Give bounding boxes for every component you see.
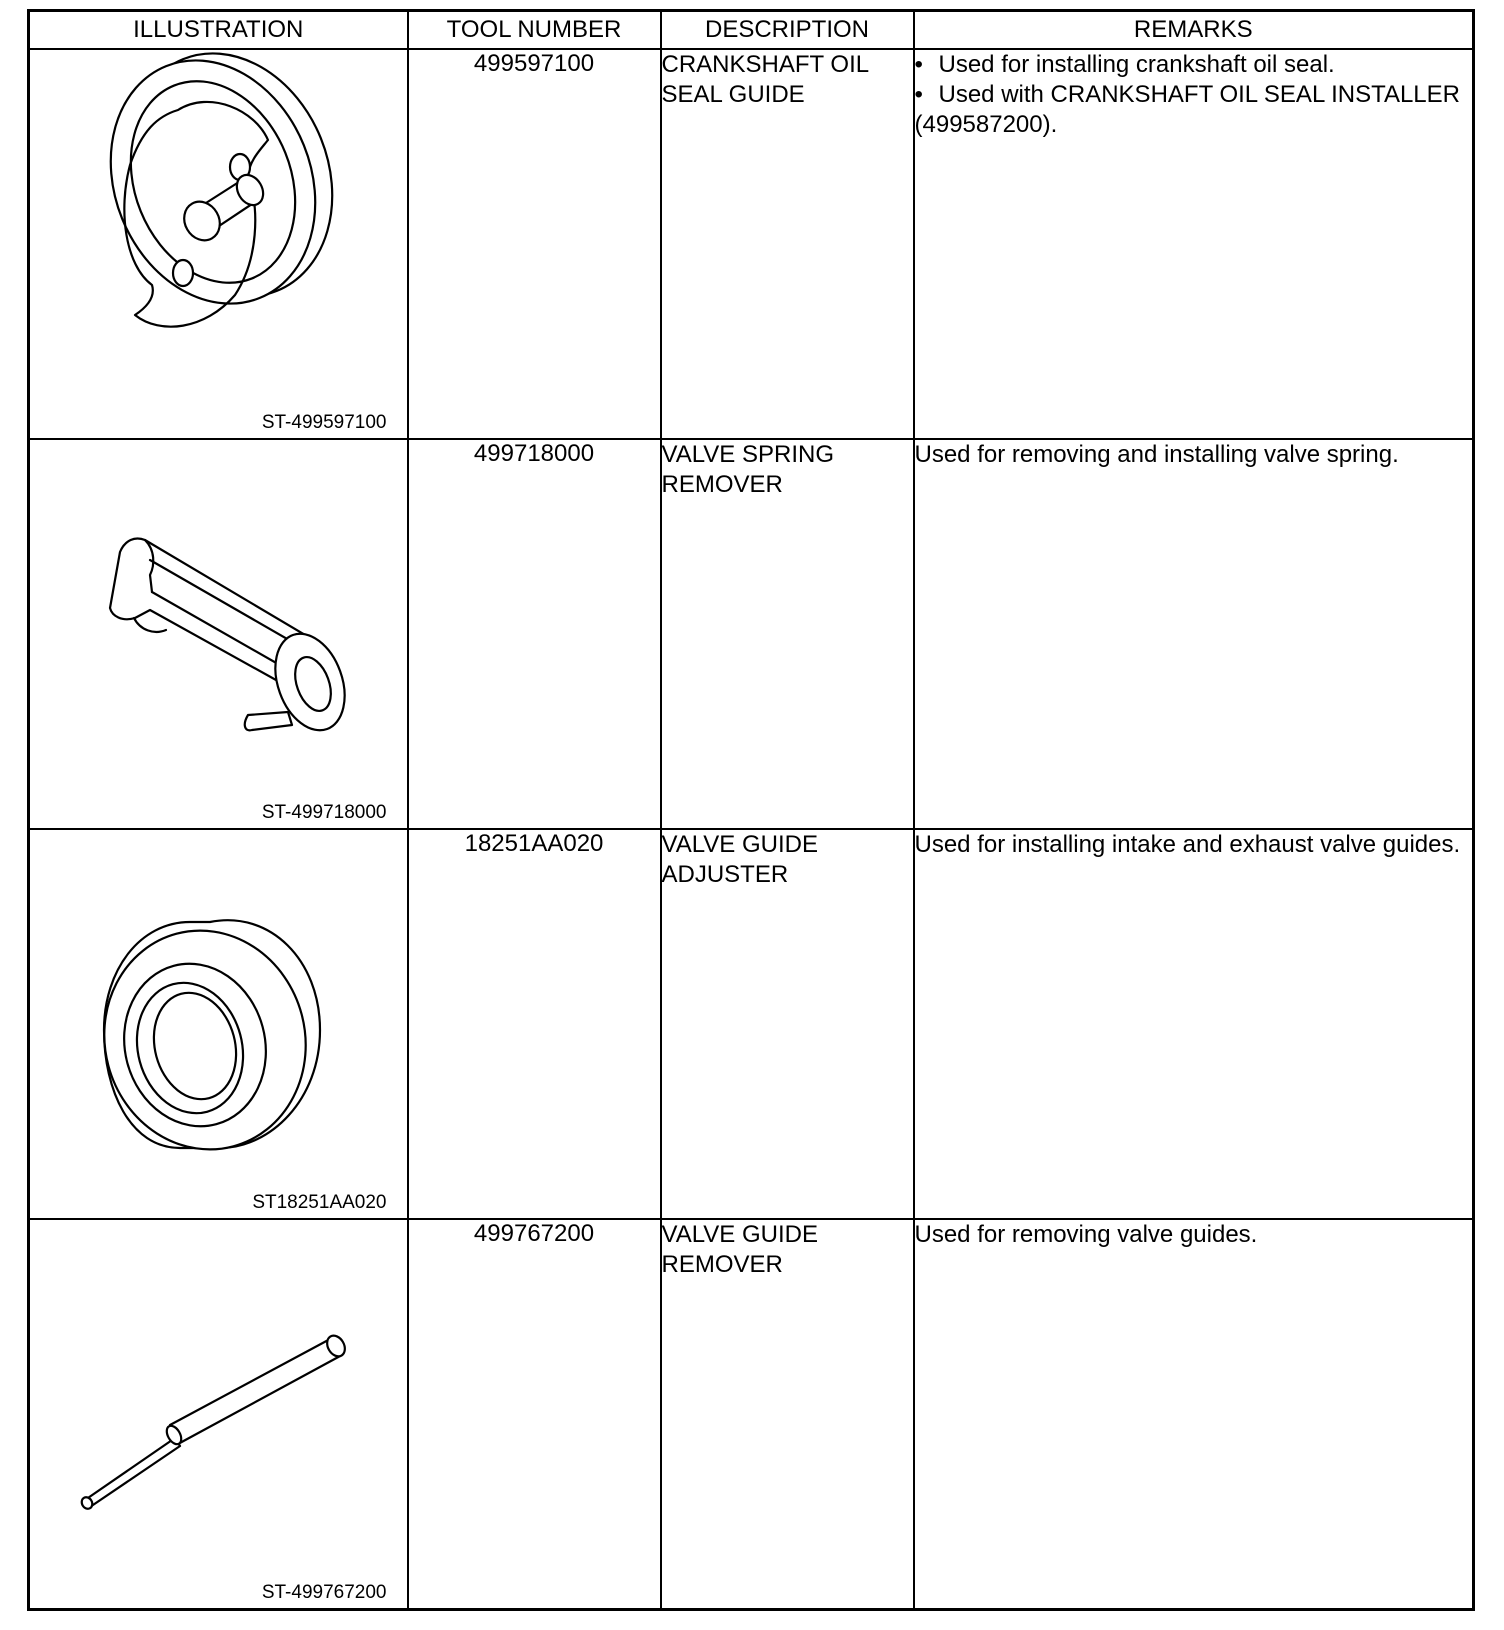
tool-number: 499718000 bbox=[408, 439, 661, 829]
header-description: DESCRIPTION bbox=[661, 11, 914, 50]
header-illustration: ILLUSTRATION bbox=[29, 11, 408, 50]
bullet-icon: • bbox=[914, 51, 923, 78]
illustration-cell bbox=[29, 49, 408, 439]
tool-number: 499767200 bbox=[408, 1219, 661, 1610]
remark-text: Used with CRANKSHAFT OIL SEAL INSTALLER (499587200). bbox=[914, 81, 1460, 138]
illustration-code: ST-499767200 bbox=[261, 1582, 387, 1603]
tool-description: VALVE GUIDE ADJUSTER bbox=[661, 829, 914, 1219]
crankshaft-oil-seal-guide-illustration bbox=[30, 50, 409, 438]
table-row bbox=[29, 1219, 1474, 1610]
tool-number: 18251AA020 bbox=[408, 829, 661, 1219]
illustration-cell bbox=[29, 829, 408, 1219]
tool-description: VALVE SPRING REMOVER bbox=[661, 439, 914, 829]
valve-guide-adjuster-illustration bbox=[30, 830, 409, 1218]
header-remarks: REMARKS bbox=[914, 11, 1474, 50]
table-row bbox=[29, 49, 1474, 439]
tool-number: 499597100 bbox=[408, 49, 661, 439]
valve-guide-remover-illustration bbox=[30, 1220, 409, 1608]
remarks-list bbox=[915, 50, 1473, 140]
tool-remarks: Used for removing valve guides. bbox=[914, 1219, 1474, 1610]
valve-spring-remover-illustration bbox=[30, 440, 409, 828]
list-item bbox=[915, 50, 1473, 80]
list-item bbox=[915, 80, 1473, 140]
table-row bbox=[29, 829, 1474, 1219]
illustration-code: ST18251AA020 bbox=[252, 1192, 387, 1213]
illustration-cell bbox=[29, 439, 408, 829]
tool-description: CRANKSHAFT OIL SEAL GUIDE bbox=[661, 49, 914, 439]
table-row bbox=[29, 439, 1474, 829]
tool-remarks: Used for removing and installing valve spring. bbox=[914, 439, 1474, 829]
illustration-code: ST-499597100 bbox=[261, 412, 387, 433]
bullet-icon: • bbox=[914, 81, 923, 108]
illustration-code: ST-499718000 bbox=[261, 802, 387, 823]
header-tool-number: TOOL NUMBER bbox=[408, 11, 661, 50]
tool-remarks bbox=[914, 49, 1474, 439]
tool-remarks: Used for installing intake and exhaust valve guides. bbox=[914, 829, 1474, 1219]
tool-description: VALVE GUIDE REMOVER bbox=[661, 1219, 914, 1610]
header-row bbox=[29, 11, 1474, 50]
special-tools-table bbox=[27, 9, 1475, 1611]
remark-text: Used for installing crankshaft oil seal. bbox=[938, 51, 1335, 78]
illustration-cell bbox=[29, 1219, 408, 1610]
